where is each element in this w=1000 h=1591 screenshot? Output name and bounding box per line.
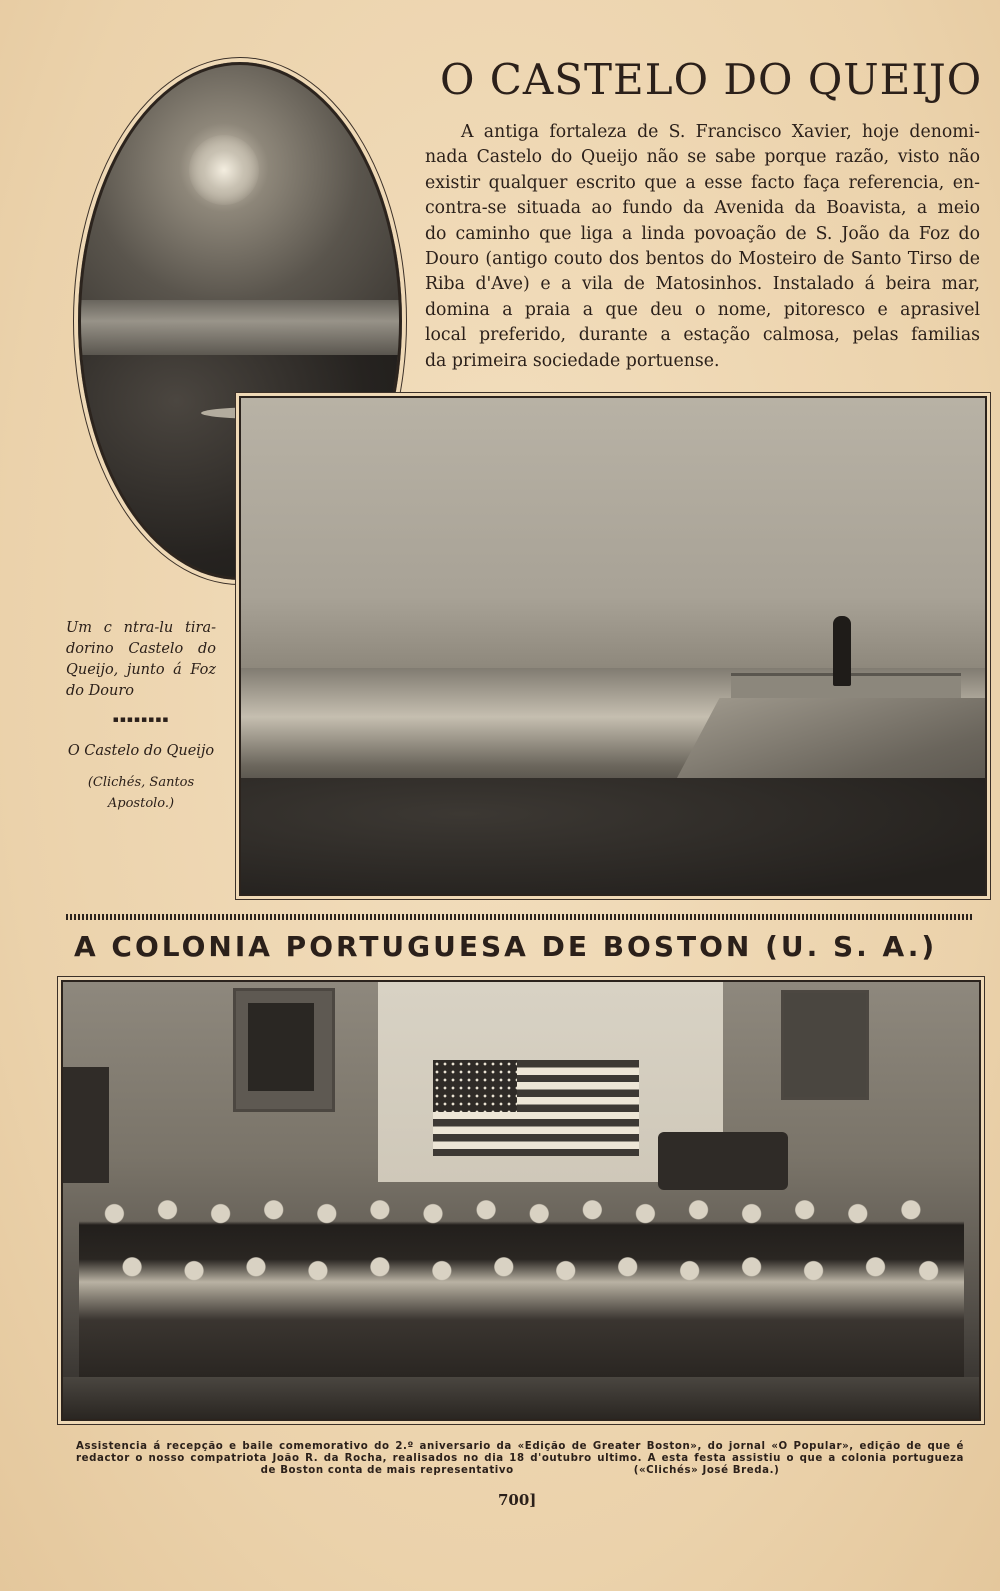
group-photo-boston (61, 980, 981, 1421)
page-number: 700] (498, 1491, 537, 1509)
article-body (425, 120, 980, 374)
wall-frame-inner (248, 1003, 314, 1091)
caption-line: Assistencia á recepção e baile comemorativo do 2.º aniversario da «Edição de Greater Boston», do jornal «O Popular», edição de que é (76, 1441, 964, 1452)
section-title: A COLONIA PORTUGUESA DE BOSTON (U. S. A.) (74, 930, 938, 963)
floor (63, 1377, 979, 1419)
article-line: do caminho que liga a linda povoação de S. João da Foz do (425, 223, 980, 244)
wall-portrait (781, 990, 869, 1100)
caption-line (76, 1465, 964, 1477)
caption-photo1: Um c ntra-lu tira- dorino Castelo do Queijo, junto á Foz do Douro (66, 620, 216, 699)
photo-captions (66, 618, 216, 814)
flag-stars (433, 1060, 517, 1112)
article-line: domina a praia a que deu o nome, pitoresco e aprasivel (425, 299, 980, 320)
piano (658, 1132, 788, 1190)
us-flag (433, 1060, 639, 1156)
portuguese-banner (63, 1067, 109, 1183)
caption-line: redactor o nosso compatriota João R. da Rocha, realisados no dia 18 d'outubro ultimo. A esta festa assistiu o que a colonia portugueza (76, 1453, 964, 1464)
caption-credit: (Clichés, Santos Apostolo.) (87, 775, 195, 811)
article-line: A antiga fortaleza de S. Francisco Xavier, hoje denomi- (461, 122, 980, 142)
foreground-rocks (241, 778, 985, 896)
article-line: contra-se situada ao fundo da Avenida da Boavista, a meio (425, 198, 980, 219)
article-line: existir qualquer escrito que a esse facto faça referencia, en- (425, 172, 980, 193)
standing-figure (833, 616, 851, 686)
caption-credit-boston: («Clichés» José Breda.) (633, 1465, 780, 1476)
caption-line-text: de Boston conta de mais representativo (260, 1465, 514, 1476)
article-title: O CASTELO DO QUEIJO (440, 55, 983, 104)
article-line: local preferido, durante a estação calmosa, pelas familias (425, 325, 980, 346)
caption-separator: ▪▪▪▪▪▪▪▪ (112, 715, 170, 725)
article-line: nada Castelo do Queijo não se sabe porque razão, visto não (425, 147, 980, 168)
wall-frame (233, 988, 335, 1112)
article-line: Riba d'Ave) e a vila de Matosinhos. Instalado á beira mar, (425, 274, 980, 295)
sun-glow (189, 135, 259, 205)
rect-photo-castelo (239, 396, 987, 896)
section-divider (66, 914, 972, 920)
article-line: da primeira sociedade portuense. (425, 350, 720, 371)
group-photo-caption (76, 1441, 964, 1477)
article-line: Douro (antigo couto dos bentos do Mosteiro de Santo Tirso de (425, 249, 980, 270)
assembled-people (79, 1187, 964, 1377)
caption-photo2: O Castelo do Queijo (67, 743, 215, 759)
sea-horizon (81, 300, 399, 360)
